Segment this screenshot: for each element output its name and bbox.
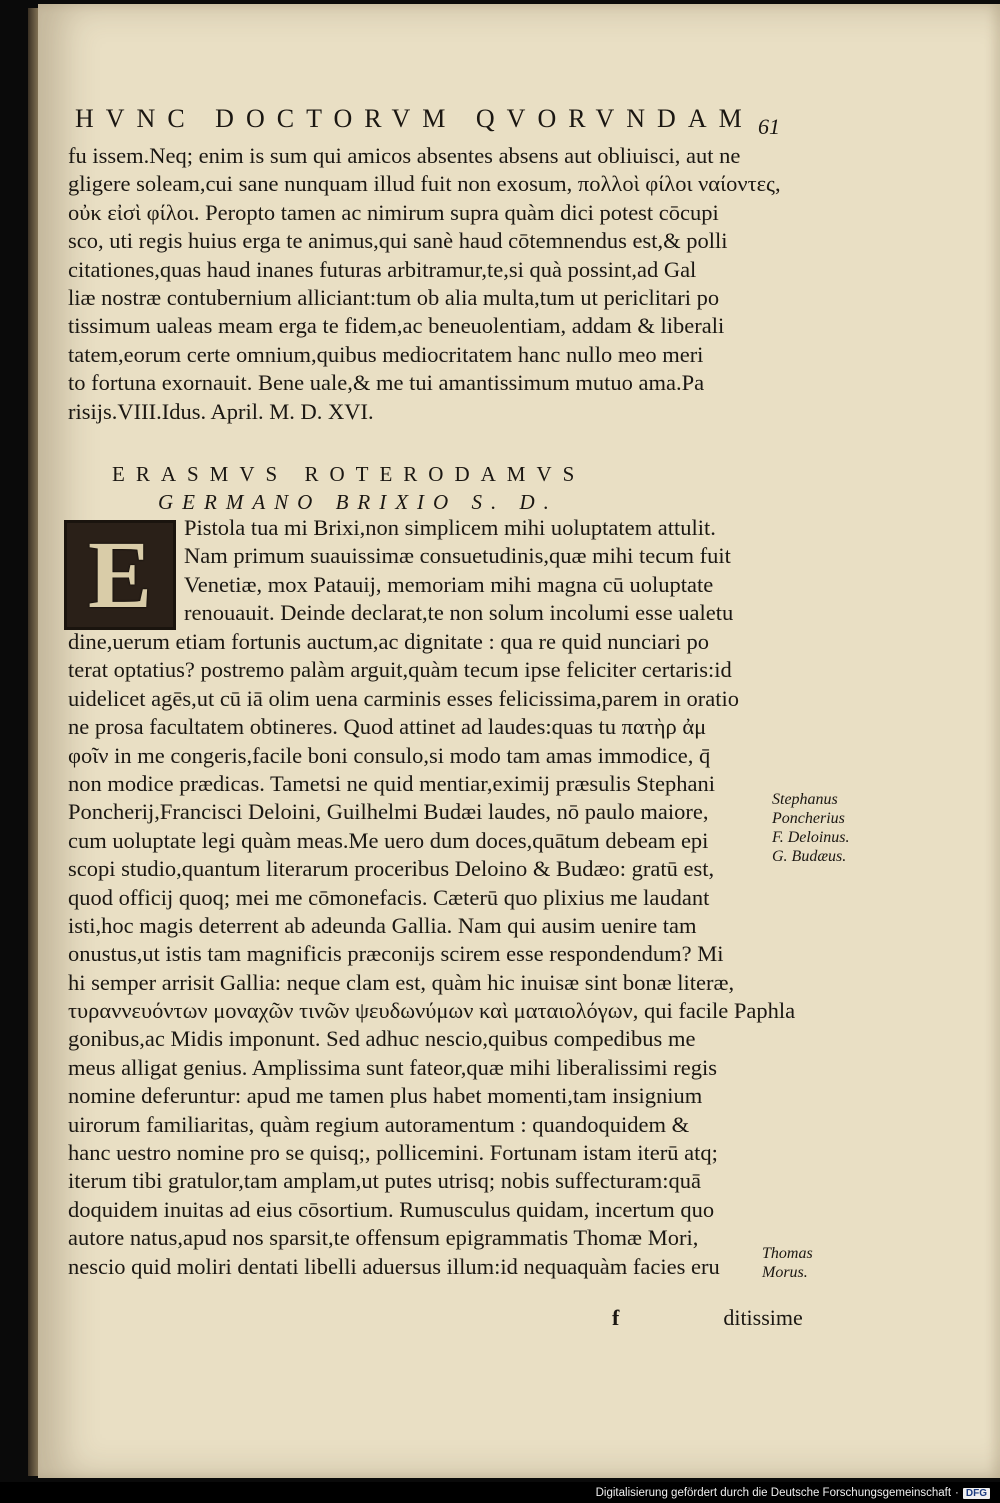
text-line: doquidem inuitas ad eius cōsortium. Rumusculus quidam, incertum quo (68, 1196, 715, 1222)
text-line: hanc uestro nomine pro se quisq;, pollicemini. Fortunam istam iterū atq; (68, 1140, 718, 1166)
letter-2-opening (184, 514, 784, 628)
text-line: fu issem.Neq; enim is sum qui amicos absentes absens aut obliuisci, aut ne (68, 143, 741, 168)
running-title: HVNC DOCTORVM QVORVNDAM (75, 104, 754, 133)
footer-text: Digitalisierung gefördert durch die Deutsche Forschungsgemeinschaft (595, 1487, 952, 1499)
text-line: gonibus,ac Midis imponunt. Sed adhuc nescio,quibus compedibus me (68, 1026, 696, 1052)
text-line: gligere soleam,cui sane nunquam illud fuit non exosum, πολλοὶ φίλοι ναίοντες, (68, 171, 781, 197)
text-line: terat optatius? postremo palàm arguit,quàm tecum ipse feliciter certaris:id (68, 657, 732, 683)
text-line: Pistola tua mi Brixi,non simplicem mihi uoluptatem attulit. (184, 515, 716, 540)
text-line: hi semper arrisit Gallia: neque clam est, quàm hic inuisæ sint bonæ literæ, (68, 969, 735, 995)
marginal-line: Morus. (762, 1264, 808, 1281)
catchword-line (612, 1305, 803, 1331)
text-line: autore natus,apud nos sparsit,te offensum epigrammatis Thomæ Mori, (68, 1225, 699, 1251)
text-line: uirorum familiaritas, quàm regium autoramentum : quandoquidem & (68, 1111, 690, 1137)
text-line: nomine deferuntur: apud me tamen plus habet momenti,tam insignium (68, 1083, 703, 1109)
text-line: citationes,quas haud inanes futuras arbitramur,te,si quà possint,ad Gal (68, 256, 697, 282)
page-number: 61 (758, 114, 780, 139)
salutation-recipient: GERMANO BRIXIO S. D. (158, 490, 558, 514)
marginal-line: Thomas (762, 1245, 813, 1262)
text-line: onustus,ut istis tam magnificis præconijs scirem esse respondendum? Mi (68, 941, 724, 967)
text-line: risijs.VIII.Idus. April. M. D. XVI. (68, 398, 374, 424)
text-line: non modice prædicas. Tametsi ne quid mentiar,eximij præsulis Stephani (68, 770, 716, 796)
text-line: scopi studio,quantum literarum proceribus Deloino & Budæo: gratū est, (68, 856, 715, 882)
dfg-logo: DFG (963, 1488, 990, 1499)
marginal-note-morus (762, 1244, 813, 1282)
text-line: renouauit. Deinde declarat,te non solum incolumi esse ualetu (184, 600, 734, 626)
decorated-initial (64, 520, 176, 630)
signature-mark: f (612, 1305, 620, 1330)
text-line: quod officij quoq; mei me cōmonefacis. Cæterū quo plixius me laudant (68, 884, 710, 910)
text-line: Poncherij,Francisci Deloini, Guilhelmi Budæi laudes, nō paulo maiore, (68, 799, 709, 825)
marginal-line: Poncherius (772, 810, 845, 827)
catchword: ditissime (723, 1305, 803, 1330)
text-line: φοῖν in me congeris,facile boni consulo,si modo tam amas immodice, q̄ (68, 742, 711, 768)
text-line: nescio quid moliri dentati libelli aduersus illum:id nequaquàm facies eru (68, 1253, 720, 1279)
text-line: sco, uti regis huius erga te animus,qui sanè haud cōtemnendus est,& polli (68, 228, 728, 254)
text-line: liæ nostræ contubernium alliciant:tum ob alia multa,tum ut periclitari po (68, 284, 720, 310)
text-line: cum uoluptate legi quàm meas.Me uero dum doces,quātum debeam epi (68, 827, 709, 853)
initial-letter: E (87, 521, 153, 628)
salutation-author: ERASMVS ROTERODAMVS (112, 462, 586, 486)
text-line: iterum tibi gratulor,tam amplam,ut putes utrisq; nobis suffecturam:quā (68, 1168, 701, 1194)
text-line: tissimum ualeas meam erga te fidem,ac beneuolentiam, addam & liberali (68, 313, 725, 339)
text-line: meus alligat genius. Amplissima sunt fateor,quæ mihi liberalissimi regis (68, 1054, 718, 1080)
letter-1-text (68, 142, 781, 426)
text-line: Venetiæ, mox Patauij, memoriam mihi magna cū uoluptate (184, 571, 714, 597)
marginal-note-names (772, 790, 849, 866)
text-line: οὐκ εἰσὶ φίλοι. Peropto tamen ac nimirum supra quàm dici potest cōcupi (68, 199, 719, 225)
text-line: tatem,eorum certe omnium,quibus mediocritatem hanc nullo meo meri (68, 341, 704, 367)
text-line: ne prosa facultatem obtineres. Quod attinet ad laudes:quas tu πατὴρ ἀμ (68, 714, 707, 740)
text-line: dine,uerum etiam fortunis auctum,ac dignitate : qua re quid nunciari po (68, 629, 710, 654)
marginal-line: G. Budæus. (772, 848, 847, 865)
footer: Digitalisierung gefördert durch die Deutsche Forschungsgemeinschaft · DFG (596, 1487, 990, 1499)
text-line: τυραννευόντων μοναχῶν τινῶν ψευδωνύμων καὶ ματαιολόγων, qui facile Paphla (68, 998, 796, 1024)
text-line: Nam primum suauissimæ consuetudinis,quæ mihi tecum fuit (184, 543, 731, 569)
marginal-line: F. Deloinus. (772, 829, 850, 846)
text-line: to fortuna exornauit. Bene uale,& me tui amantissimum mutuo ama.Pa (68, 370, 705, 396)
text-line: isti,hoc magis deterrent ab adeunda Gallia. Nam qui ausim uenire tam (68, 912, 697, 938)
marginal-line: Stephanus (772, 791, 838, 808)
text-line: uidelicet agēs,ut cū iā olim uena carminis esses felicissima,parem in oratio (68, 685, 740, 711)
